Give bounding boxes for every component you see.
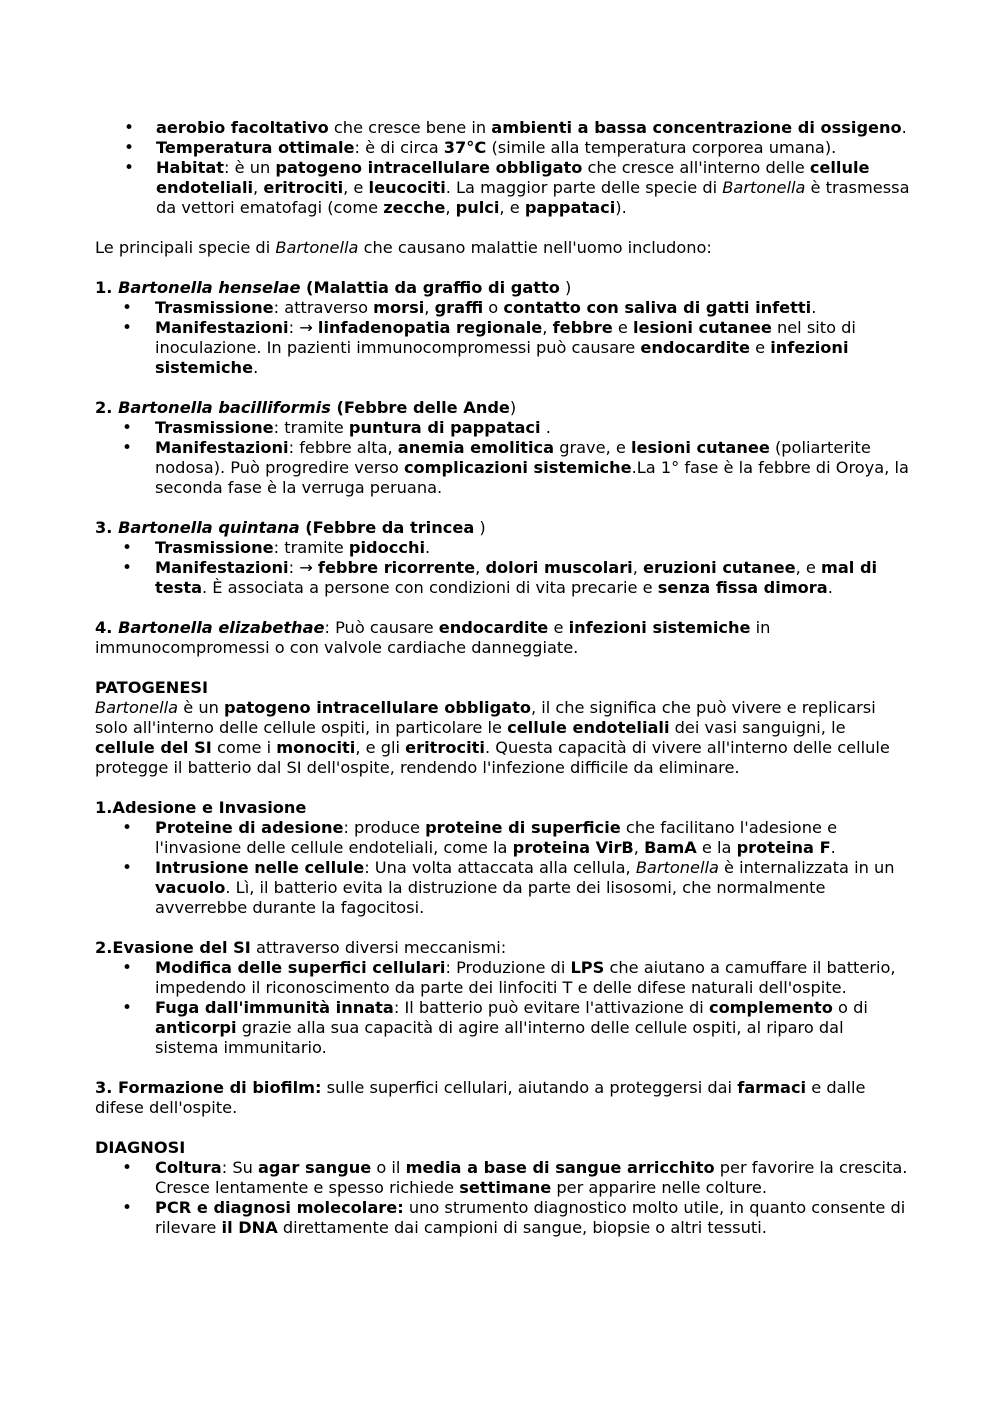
species-heading-henselae: 1. Bartonella henselae (Malattia da graffio di gatto ) [95,278,572,297]
list-item: • Trasmissione: tramite puntura di pappataci . [95,418,910,438]
list-item: • Coltura: Su agar sangue o il media a base di sangue arricchito per favorire la crescita. Cresce lentamente e spesso richiede settimane per apparire nelle colture. [95,1158,910,1198]
list-item: • aerobio facoltativo che cresce bene in ambienti a bassa concentrazione di ossigeno. [95,118,910,138]
species-heading-bacilliformis: 2. Bartonella bacilliformis (Febbre delle Ande) [95,398,517,417]
list-item: • Proteine di adesione: produce proteine di superficie che facilitano l'adesione e l'invasione delle cellule endoteliali, come la proteina VirB, BamA e la proteina F. [95,818,910,858]
list-item: • Trasmissione: tramite pidocchi. [95,538,910,558]
intro-bullet-list [95,118,910,218]
species-heading-quintana: 3. Bartonella quintana (Febbre da trincea ) [95,518,486,537]
species-bullets-bacilliformis [95,418,910,498]
patogenesi-title: PATOGENESI [95,678,209,697]
species-bullets-quintana [95,538,910,598]
list-item: • PCR e diagnosi molecolare: uno strumento diagnostico molto utile, in quanto consente di rilevare il DNA direttamente dai campioni di sangue, biopsie o altri tessuti. [95,1198,910,1238]
diagnosi-title: DIAGNOSI [95,1138,186,1157]
document-page [95,118,910,1238]
species-intro: Le principali specie di Bartonella che causano malattie nell'uomo includono: [95,238,712,257]
list-item: • Temperatura ottimale: è di circa 37°C (simile alla temperatura corporea umana). [95,138,910,158]
list-item: • Manifestazioni: → linfadenopatia regionale, febbre e lesioni cutanee nel sito di inoculazione. In pazienti immunocompromessi può causare endocardite e infezioni sistemiche. [95,318,910,378]
adesione-bullets [95,818,910,918]
list-item: • Modifica delle superfici cellulari: Produzione di LPS che aiutano a camuffare il batterio, impedendo il riconoscimento da parte dei linfociti T e delle difese naturali dell'ospite. [95,958,910,998]
list-item: • Manifestazioni: febbre alta, anemia emolitica grave, e lesioni cutanee (poliarterite nodosa). Può progredire verso complicazioni sistemiche.La 1° fase è la febbre di Oroya, la seconda fase è la verruga peruana. [95,438,910,498]
adesione-heading: 1.Adesione e Invasione [95,798,307,817]
list-item: • Trasmissione: attraverso morsi, graffi o contatto con saliva di gatti infetti. [95,298,910,318]
biofilm-paragraph: 3. Formazione di biofilm: sulle superfici cellulari, aiutando a proteggersi dai farmaci e dalle difese dell'ospite. [95,1078,866,1117]
species-bullets-henselae [95,298,910,378]
evasione-bullets [95,958,910,1058]
list-item: • Fuga dall'immunità innata: Il batterio può evitare l'attivazione di complemento o di anticorpi grazie alla sua capacità di agire all'interno delle cellule ospiti, al riparo dal sistema immunitario. [95,998,910,1058]
list-item: • Intrusione nelle cellule: Una volta attaccata alla cellula, Bartonella è internalizzata in un vacuolo. Lì, il batterio evita la distruzione da parte dei lisosomi, che normalmente avverrebbe durante la fagocitosi. [95,858,910,918]
list-item: • Habitat: è un patogeno intracellulare obbligato che cresce all'interno delle cellule endoteliali, eritrociti, e leucociti. La maggior parte delle specie di Bartonella è trasmessa da vettori ematofagi (come zecche, pulci, e pappataci). [95,158,910,218]
evasione-heading: 2.Evasione del SI attraverso diversi meccanismi: [95,938,507,957]
diagnosi-bullets [95,1158,910,1238]
list-item: • Manifestazioni: → febbre ricorrente, dolori muscolari, eruzioni cutanee, e mal di testa. È associata a persone con condizioni di vita precarie e senza fissa dimora. [95,558,910,598]
patogenesi-text: Bartonella è un patogeno intracellulare obbligato, il che significa che può vivere e replicarsi solo all'interno delle cellule ospiti, in particolare le cellule endoteliali dei vasi sanguigni, le cellule del SI come i monociti, e gli eritrociti. Questa capacità di vivere all'interno delle cellule protegge il batterio dal SI dell'ospite, rendendo l'infezione difficile da eliminare. [95,698,890,777]
species-heading-elizabethae: 4. Bartonella elizabethae: Può causare endocardite e infezioni sistemiche in immunocompromessi o con valvole cardiache danneggiate. [95,618,771,657]
